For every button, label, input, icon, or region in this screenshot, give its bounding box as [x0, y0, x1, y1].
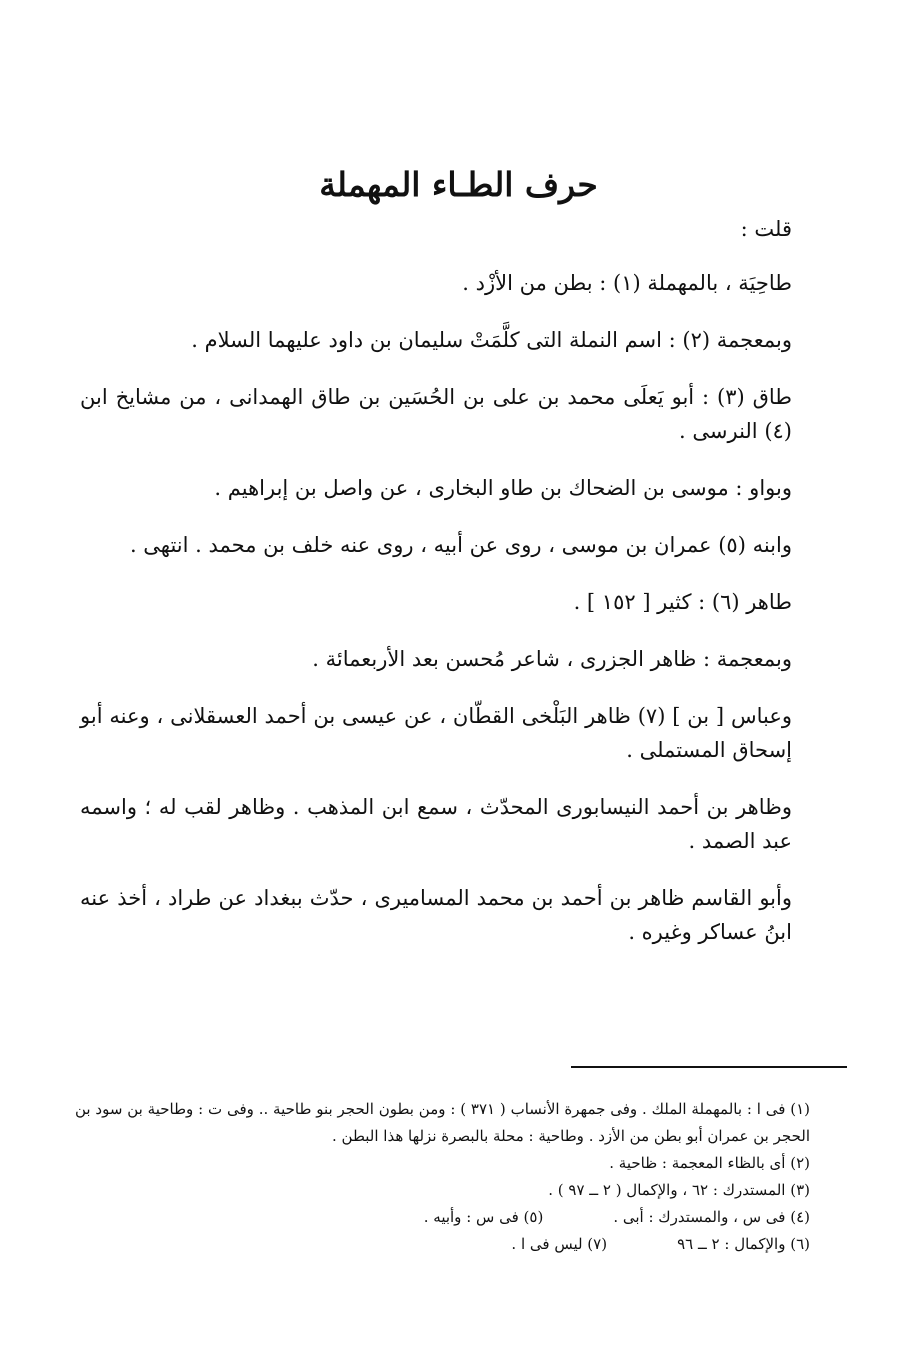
paragraph: طاق (٣) : أبو يَعلَى محمد بن على بن الحُسَين بن طاق الهمدانى ، من مشايخ ابن (٤) النرسى .	[80, 385, 792, 443]
footnote-1: (١) فى ا : بالمهملة الملك . وفى جمهرة الأنساب ( ٣٧١ ) : ومن بطون الحجر بنو طاحية .. وفى ت : وطاحية بن سود بن الحجر بن عمران أبو بطن من الأزد . وطاحية : محلة بالبصرة نزلها هذا البطن .	[75, 1100, 811, 1145]
paragraph: وبمعجمة (٢) : اسم النملة التى كلَّمَتْ سليمان بن داود عليهما السلام .	[191, 328, 792, 352]
main-text	[80, 212, 792, 972]
paragraph: وظاهر بن أحمد النيسابورى المحدّث ، سمع ابن المذهب . وظاهر لقب له ؛ واسمه عبد الصمد .	[80, 795, 792, 853]
footnote-5: (٥) فى س : وأبيه .	[423, 1208, 544, 1226]
paragraph: وابنه (٥) عمران بن موسى ، روى عن أبيه ، روى عنه خلف بن محمد . انتهى .	[129, 533, 792, 557]
paragraph: طاحِيَة ، بالمهملة (١) : بطن من الأزْد .	[462, 271, 792, 295]
footnote-divider	[571, 1066, 847, 1068]
footnote-row	[75, 1231, 810, 1258]
paragraph: وأبو القاسم ظاهر بن أحمد بن محمد المساميرى ، حدّث ببغداد عن طراد ، أخذ عنه ابنُ عساكر وغيره .	[80, 886, 792, 944]
footnote-3: (٣) المستدرك : ٦٢ ، والإكمال ( ٢ ــ ٩٧ ) .	[548, 1181, 810, 1199]
footnote-4: (٤) فى س ، والمستدرك : أبى .	[613, 1208, 810, 1226]
footnotes	[75, 1096, 810, 1258]
footnote-2: (٢) أى بالظاء المعجمة : ظاحية .	[609, 1154, 810, 1172]
footnote-6: (٦) والإكمال : ٢ ــ ٩٦	[677, 1235, 810, 1253]
paragraph: وبواو : موسى بن الضحاك بن طاو البخارى ، عن واصل بن إبراهيم .	[214, 476, 792, 500]
chapter-heading: حرف الطـاء المهملة	[319, 165, 598, 205]
paragraph: وبمعجمة : ظاهر الجزرى ، شاعر مُحسن بعد الأربعمائة .	[312, 647, 792, 671]
footnote-row	[75, 1204, 810, 1231]
paragraph: طاهر (٦) : كثير [ ١٥٢ ] .	[573, 590, 792, 614]
footnote-7: (٧) ليس فى ا .	[511, 1235, 608, 1253]
paragraph: وعباس [ بن ] (٧) ظاهر البَلْخى القطّان ، عن عيسى بن أحمد العسقلانى ، وعنه أبو إسحاق المستملى .	[80, 704, 792, 762]
paragraph: قلت :	[740, 217, 792, 241]
